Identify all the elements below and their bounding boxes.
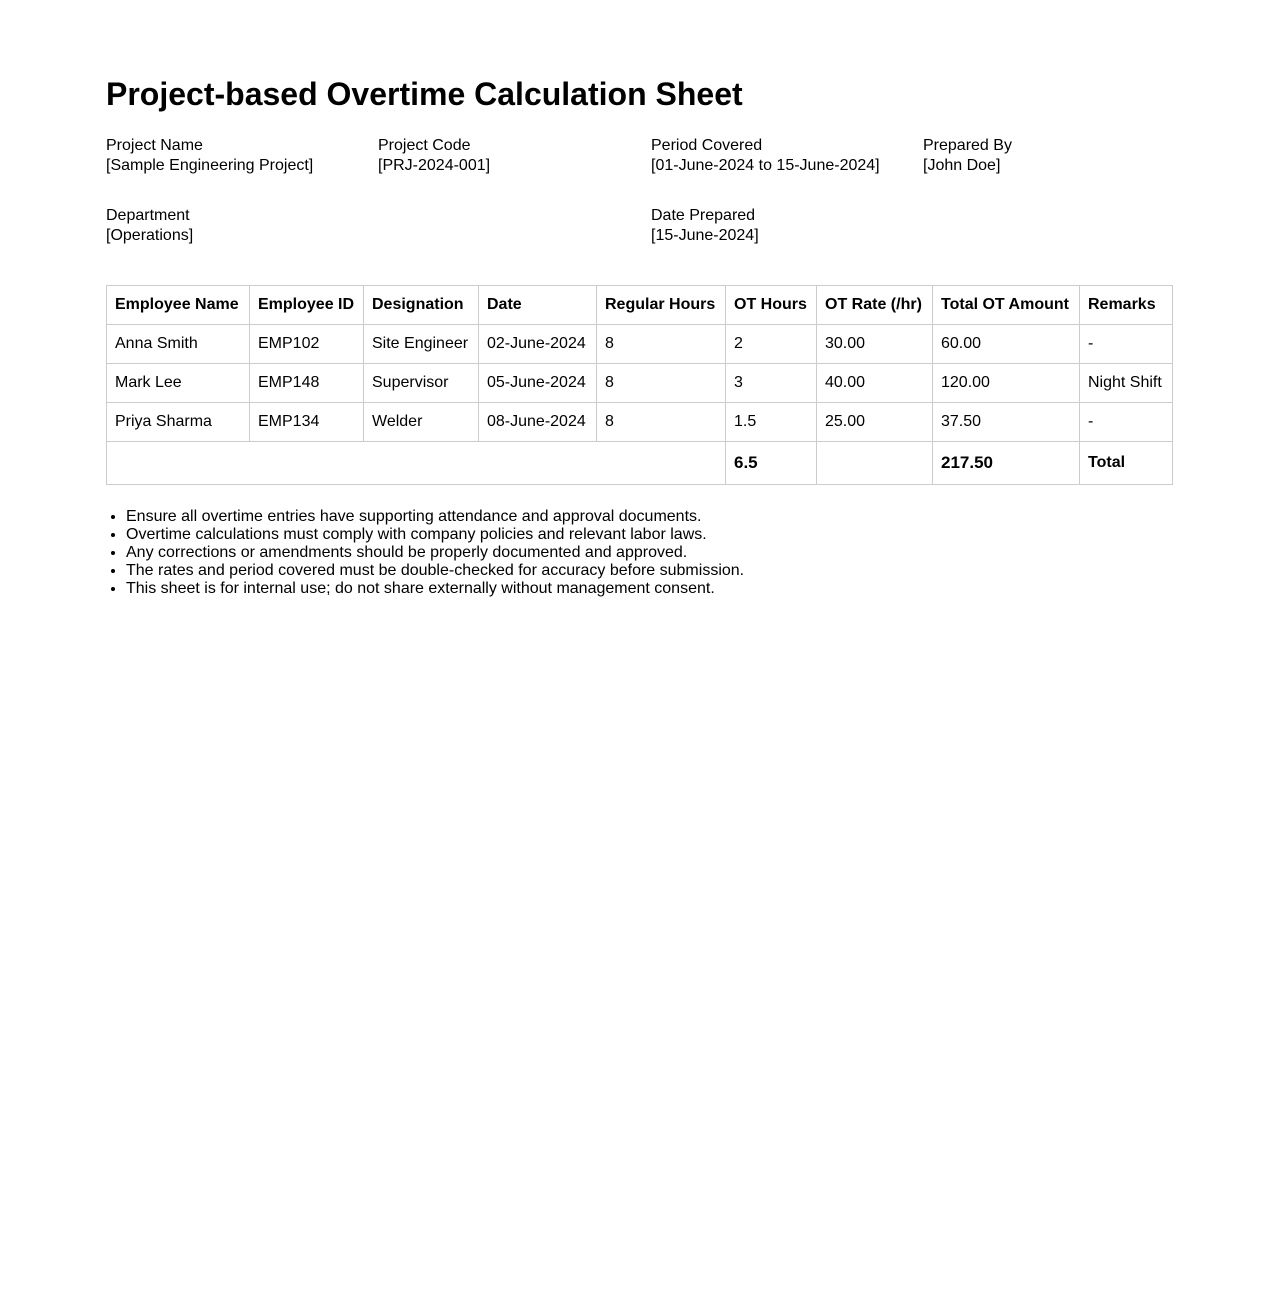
totals-empty-cell [817,442,933,485]
totals-row [107,442,1173,485]
meta-label: Project Name [106,137,203,154]
meta-department [106,206,193,246]
cell-ot-rate: 40.00 [817,364,933,403]
meta-value: [01-June-2024 to 15-June-2024] [651,157,880,174]
header-ot-hours: OT Hours [726,286,817,325]
note-item: • The rates and period covered must be double-checked for accuracy before submission. [126,562,744,580]
cell-remarks: Night Shift [1080,364,1173,403]
cell-remarks: - [1080,403,1173,442]
cell-ot-hours: 1.5 [726,403,817,442]
table-row [107,325,1173,364]
total-ot-hours: 6.5 [726,442,817,485]
meta-date-prepared [651,206,759,246]
cell-ot-hours: 2 [726,325,817,364]
meta-period-covered [651,136,880,176]
meta-project-code [378,136,490,176]
cell-total-ot-amount: 60.00 [933,325,1080,364]
cell-total-ot-amount: 37.50 [933,403,1080,442]
cell-regular-hours: 8 [597,325,726,364]
total-label: Total [1080,442,1173,485]
cell-employee-id: EMP102 [250,325,364,364]
cell-designation: Welder [364,403,479,442]
table-row [107,364,1173,403]
header-date: Date [479,286,597,325]
cell-employee-name: Priya Sharma [107,403,250,442]
meta-value: [Sample Engineering Project] [106,157,314,174]
notes-list [106,508,744,598]
meta-prepared-by [923,136,1012,176]
cell-employee-id: EMP134 [250,403,364,442]
header-remarks: Remarks [1080,286,1173,325]
cell-employee-id: EMP148 [250,364,364,403]
note-item: • This sheet is for internal use; do not share externally without management consent. [126,580,744,598]
cell-regular-hours: 8 [597,364,726,403]
overtime-table [106,285,1173,485]
cell-date: 05-June-2024 [479,364,597,403]
meta-value: [PRJ-2024-001] [378,157,491,174]
meta-value: [John Doe] [923,157,1001,174]
note-item: • Overtime calculations must comply with company policies and relevant labor laws. [126,526,744,544]
header-total-ot-amount: Total OT Amount [933,286,1080,325]
header-regular-hours: Regular Hours [597,286,726,325]
table-row [107,403,1173,442]
meta-label: Date Prepared [651,207,756,224]
cell-regular-hours: 8 [597,403,726,442]
cell-ot-hours: 3 [726,364,817,403]
meta-label: Department [106,207,190,224]
page-title: Project-based Overtime Calculation Sheet [106,76,743,112]
header-designation: Designation [364,286,479,325]
cell-designation: Site Engineer [364,325,479,364]
header-employee-id: Employee ID [250,286,364,325]
meta-label: Project Code [378,137,471,154]
note-item: • Ensure all overtime entries have supporting attendance and approval documents. [126,508,744,526]
meta-value: [15-June-2024] [651,227,759,244]
cell-ot-rate: 25.00 [817,403,933,442]
header-ot-rate: OT Rate (/hr) [817,286,933,325]
meta-value: [Operations] [106,227,194,244]
meta-label: Period Covered [651,137,763,154]
cell-employee-name: Anna Smith [107,325,250,364]
meta-project-name [106,136,313,176]
cell-remarks: - [1080,325,1173,364]
cell-designation: Supervisor [364,364,479,403]
totals-spacer-cell [107,442,726,485]
note-item: • Any corrections or amendments should be properly documented and approved. [126,544,744,562]
header-employee-name: Employee Name [107,286,250,325]
cell-employee-name: Mark Lee [107,364,250,403]
cell-date: 08-June-2024 [479,403,597,442]
cell-ot-rate: 30.00 [817,325,933,364]
cell-date: 02-June-2024 [479,325,597,364]
cell-total-ot-amount: 120.00 [933,364,1080,403]
meta-label: Prepared By [923,137,1012,154]
table-header-row [107,286,1173,325]
total-ot-amount: 217.50 [933,442,1080,485]
